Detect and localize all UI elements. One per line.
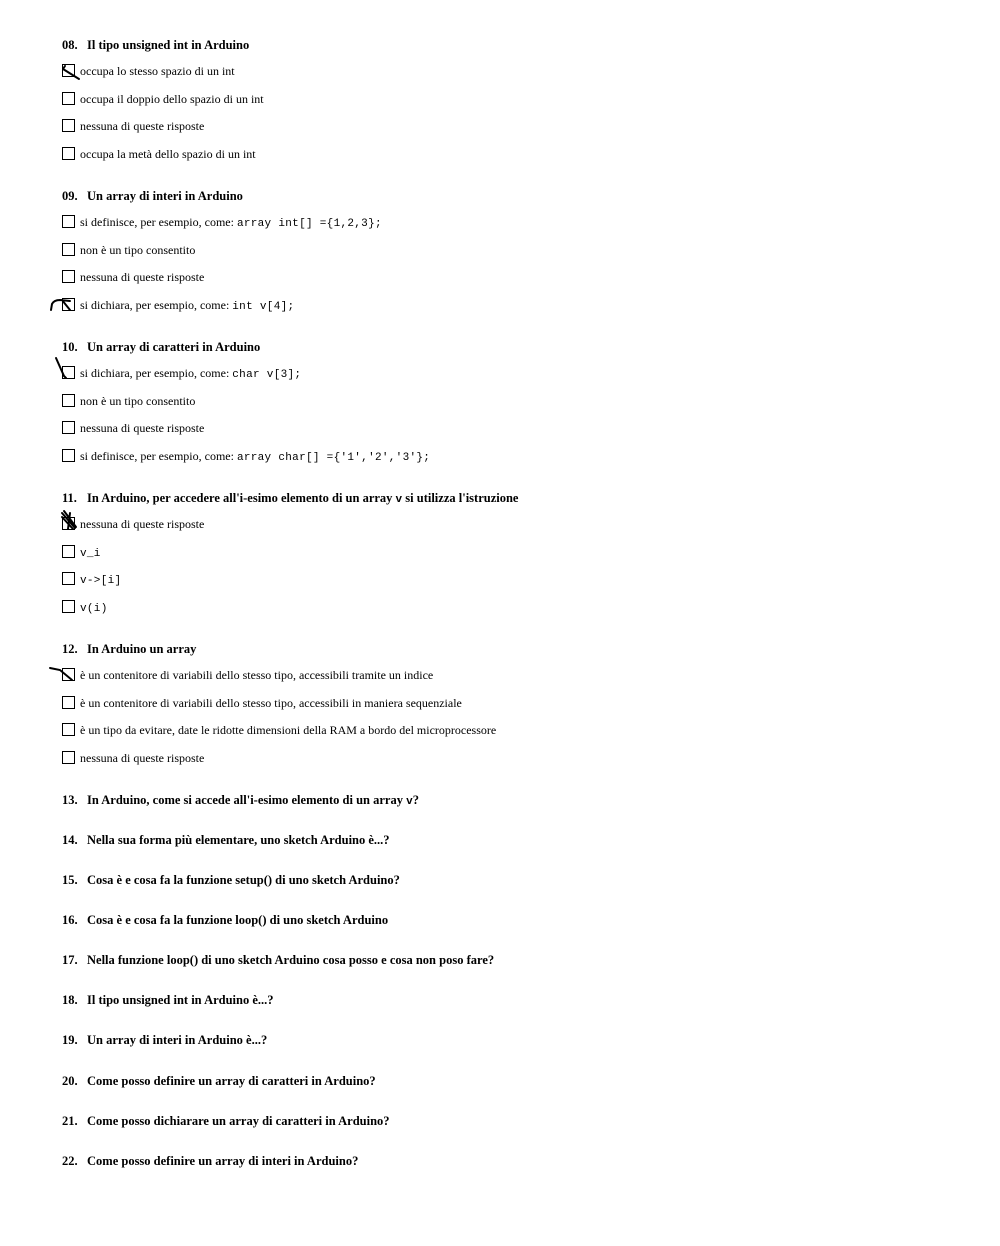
answer-checkbox[interactable] (62, 517, 75, 530)
answer-text (80, 600, 108, 616)
question-number: 21. (62, 1114, 78, 1128)
open-question (62, 1033, 267, 1047)
question-text: Un array di caratteri in Arduino (87, 340, 261, 354)
answer-label: si dichiara, per esempio, come: (80, 297, 230, 312)
question-text: Cosa è e cosa fa la funzione setup() di uno sketch Arduino? (87, 873, 400, 887)
answer-label: è un contenitore di variabili dello stesso tipo, accessibili tramite un indice (80, 668, 434, 682)
answer-code: v->[i] (80, 575, 122, 588)
question-number: 18. (62, 993, 78, 1007)
answer-label: è un contenitore di variabili dello stesso tipo, accessibili in maniera sequenziale (80, 695, 462, 710)
answer-checkbox[interactable] (62, 298, 75, 311)
open-question (62, 1114, 390, 1128)
question-text-end: ? (412, 793, 419, 807)
question-title (62, 38, 249, 52)
question-text: Come posso definire un array di interi in Arduino? (87, 1154, 359, 1168)
inline-code: v (395, 494, 403, 506)
answer-text (80, 696, 462, 710)
answer-label: è un tipo da evitare, date le ridotte dimensioni della RAM a bordo del microprocessore (80, 723, 497, 738)
answer-label: si dichiara, per esempio, come: (80, 366, 230, 380)
question-number: 09. (62, 189, 78, 203)
answer-label: nessuna di queste risposte (80, 750, 205, 765)
question-text: In Arduino, per accedere all'i-esimo elemento di un array (87, 491, 393, 505)
question-title (62, 189, 243, 203)
answer-text (80, 92, 264, 106)
answer-text (80, 394, 195, 408)
question-text: Cosa è e cosa fa la funzione loop() di uno sketch Arduino (87, 913, 389, 927)
answer-checkbox[interactable] (62, 723, 75, 736)
open-question (62, 993, 274, 1007)
question-title (62, 491, 518, 507)
answer-text (80, 751, 204, 765)
open-question (62, 873, 400, 887)
question-number: 16. (62, 913, 78, 927)
answer-text (80, 215, 382, 231)
answer-text (80, 298, 294, 314)
inline-code: v (406, 796, 413, 808)
answer-checkbox[interactable] (62, 421, 75, 434)
open-question (62, 1074, 376, 1088)
answer-checkbox[interactable] (62, 215, 75, 228)
answer-checkbox[interactable] (62, 147, 75, 160)
question-text: Il tipo unsigned int in Arduino è...? (87, 993, 274, 1007)
answer-text (80, 545, 101, 561)
answer-checkbox[interactable] (62, 600, 75, 613)
answer-checkbox[interactable] (62, 270, 75, 283)
question-number: 20. (62, 1074, 78, 1088)
question-number: 14. (62, 833, 78, 847)
question-title (62, 642, 196, 656)
answer-checkbox[interactable] (62, 394, 75, 407)
open-question (62, 793, 419, 809)
answer-label: nessuna di queste risposte (80, 270, 205, 285)
question-text: In Arduino un array (87, 642, 197, 656)
answer-checkbox[interactable] (62, 243, 75, 256)
question-text-end: si utilizza l'istruzione (405, 491, 519, 505)
answer-code: v(i) (80, 602, 108, 615)
answer-text (80, 723, 496, 737)
answer-checkbox[interactable] (62, 366, 75, 379)
open-question (62, 833, 390, 847)
answer-checkbox[interactable] (62, 572, 75, 585)
question-number: 10. (62, 340, 78, 354)
question-number: 11. (62, 491, 77, 505)
answer-checkbox[interactable] (62, 119, 75, 132)
answer-checkbox[interactable] (62, 751, 75, 764)
answer-code: int v[4]; (232, 300, 295, 313)
question-text: Nella sua forma più elementare, uno sketch Arduino è...? (87, 833, 390, 847)
answer-label: nessuna di queste risposte (80, 517, 205, 531)
answer-text (80, 572, 121, 588)
answer-label: si definisce, per esempio, come: (80, 448, 234, 463)
answer-label: non è un tipo consentito (80, 242, 196, 257)
answer-label: occupa la metà dello spazio di un int (80, 146, 256, 161)
answer-text (80, 449, 430, 465)
answer-text (80, 147, 256, 161)
answer-checkbox[interactable] (62, 668, 75, 681)
answer-text (80, 243, 195, 257)
answer-checkbox[interactable] (62, 92, 75, 105)
open-question (62, 1154, 358, 1168)
question-text: Il tipo unsigned int in Arduino (87, 38, 250, 52)
answer-code: array int[] ={1,2,3}; (236, 218, 382, 230)
question-number: 17. (62, 953, 78, 967)
question-text: Nella funzione loop() di uno sketch Arduino cosa posso e cosa non poso fare? (87, 953, 495, 967)
answer-label: occupa il doppio dello spazio di un int (80, 91, 264, 106)
answer-text (80, 366, 301, 382)
answer-text (80, 270, 204, 284)
answer-checkbox[interactable] (62, 545, 75, 558)
question-number: 13. (62, 793, 78, 807)
answer-code: array char[] ={'1','2','3'}; (236, 451, 431, 464)
answer-text (80, 668, 433, 682)
answer-checkbox[interactable] (62, 64, 75, 77)
answer-text (80, 64, 235, 78)
answer-label: occupa lo stesso spazio di un int (80, 64, 235, 78)
answer-label: si definisce, per esempio, come: (80, 215, 234, 229)
question-text: Un array di interi in Arduino è...? (87, 1033, 268, 1047)
question-text: Come posso definire un array di caratteri in Arduino? (87, 1074, 376, 1088)
question-title (62, 340, 260, 354)
question-text: In Arduino, come si accede all'i-esimo elemento di un array (87, 793, 403, 807)
answer-text (80, 517, 204, 531)
question-number: 19. (62, 1033, 78, 1047)
question-text: Come posso dichiarare un array di caratteri in Arduino? (87, 1114, 390, 1128)
answer-code: char v[3]; (232, 369, 302, 381)
question-number: 15. (62, 873, 78, 887)
open-question (62, 913, 388, 927)
answer-label: non è un tipo consentito (80, 393, 196, 408)
answer-label: nessuna di queste risposte (80, 421, 205, 436)
answer-text (80, 119, 204, 133)
answer-code: v_i (80, 547, 101, 560)
answer-checkbox[interactable] (62, 449, 75, 462)
question-text: Un array di interi in Arduino (87, 189, 243, 203)
answer-label: nessuna di queste risposte (80, 119, 205, 134)
open-question (62, 953, 494, 967)
answer-text (80, 421, 204, 435)
question-number: 22. (62, 1154, 78, 1168)
question-number: 12. (62, 642, 78, 656)
question-number: 08. (62, 38, 78, 52)
answer-checkbox[interactable] (62, 696, 75, 709)
